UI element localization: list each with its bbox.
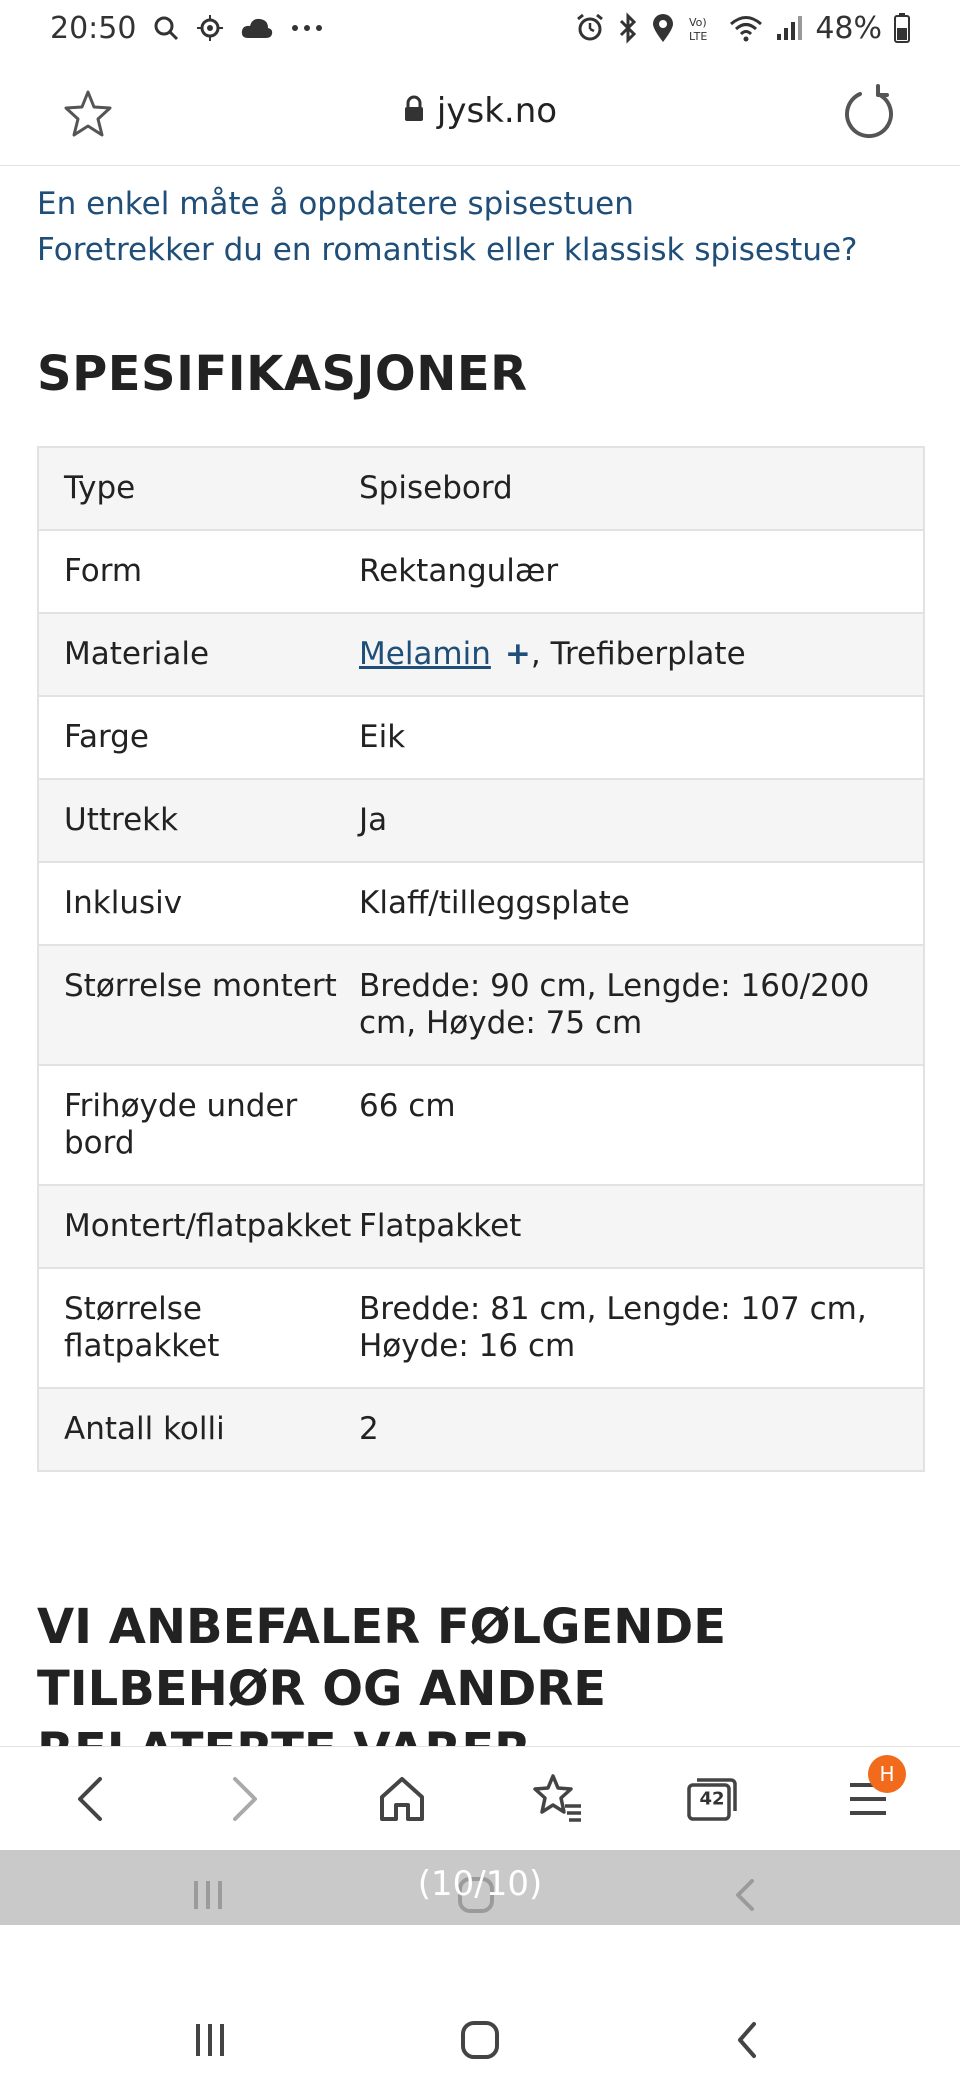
- spec-value: Bredde: 81 cm, Lengde: 107 cm, Høyde: 16 cm: [359, 1291, 867, 1364]
- battery-icon: [894, 13, 910, 43]
- specifications-table: [37, 446, 925, 1472]
- forward-icon[interactable]: [215, 1769, 275, 1829]
- image-counter: (10/10): [417, 1864, 543, 1904]
- spec-label: Størrelse flatpakket: [64, 1291, 220, 1364]
- recent-apps-icon[interactable]: [180, 2015, 240, 2065]
- spec-label: Type: [64, 470, 136, 506]
- menu-icon[interactable]: [838, 1762, 898, 1829]
- melamin-link[interactable]: Melamin: [359, 636, 491, 672]
- spec-value: Ja: [359, 802, 388, 838]
- svg-text:Vo): Vo): [689, 16, 708, 29]
- spec-row-packages: [39, 1389, 923, 1470]
- spec-label: Antall kolli: [64, 1411, 225, 1447]
- signal-icon: [775, 14, 803, 42]
- spec-label: Materiale: [64, 636, 210, 672]
- spec-label: Uttrekk: [64, 802, 179, 838]
- page-content: [0, 166, 960, 1746]
- spec-label: Frihøyde under bord: [64, 1088, 298, 1161]
- wifi-icon: [729, 14, 763, 42]
- spec-value: Spisebord: [359, 470, 513, 506]
- spec-row-assembled-size: [39, 946, 923, 1066]
- recommendations-heading: VI ANBEFALER FØLGENDE TILBEHØR OG ANDRE: [37, 1599, 727, 1717]
- image-viewer-overlay: [0, 1850, 960, 1925]
- spec-label: Montert/flatpakket: [64, 1208, 352, 1244]
- browser-url-bar: [0, 56, 960, 166]
- spec-label: Farge: [64, 719, 149, 755]
- menu-badge: H: [868, 1755, 906, 1793]
- spec-value: Eik: [359, 719, 406, 755]
- spec-row-material: [39, 614, 923, 697]
- status-time: 20:50: [50, 10, 137, 46]
- more-notifications-icon: [290, 23, 324, 33]
- spec-value-rest: , Trefiberplate: [530, 636, 746, 672]
- spec-value: 66 cm: [359, 1088, 456, 1124]
- spec-value: Flatpakket: [359, 1208, 522, 1244]
- cloud-icon: [240, 16, 274, 40]
- status-bar: [0, 0, 960, 56]
- spec-row-form: [39, 531, 923, 614]
- expand-plus-icon[interactable]: +: [504, 636, 531, 672]
- spec-row-flatpacked-size: [39, 1269, 923, 1389]
- spec-row-included: [39, 863, 923, 946]
- battery-percent: 48%: [815, 10, 882, 46]
- spec-value: 2: [359, 1411, 379, 1447]
- back-icon[interactable]: [60, 1769, 120, 1829]
- bookmarks-icon[interactable]: [528, 1769, 588, 1829]
- volte-icon: [687, 13, 717, 43]
- system-back-icon[interactable]: [718, 2015, 778, 2065]
- spec-row-clearance: [39, 1066, 923, 1186]
- home-button-icon[interactable]: [450, 2015, 510, 2065]
- spec-row-type: [39, 448, 923, 531]
- spec-label: Form: [64, 553, 143, 589]
- alarm-icon: [575, 13, 605, 43]
- url-text[interactable]: jysk.no: [436, 90, 558, 131]
- lock-icon: [403, 95, 425, 127]
- location-target-icon: [196, 14, 224, 42]
- bookmark-star-icon[interactable]: [62, 88, 114, 140]
- spec-label: Størrelse montert: [64, 968, 337, 1004]
- spec-row-extension: [39, 780, 923, 863]
- related-article-link-2[interactable]: Foretrekker du en romantisk eller klassisk spisestue?: [37, 232, 858, 268]
- spec-label: Inklusiv: [64, 885, 183, 921]
- reload-icon[interactable]: [840, 84, 898, 142]
- spec-row-flatpacked: [39, 1186, 923, 1269]
- related-article-link-1[interactable]: En enkel måte å oppdatere spisestuen: [37, 186, 634, 222]
- search-icon: [152, 14, 180, 42]
- spec-row-color: [39, 697, 923, 780]
- tabs-icon[interactable]: [682, 1769, 742, 1829]
- tab-count: 42: [699, 1788, 725, 1810]
- svg-text:LTE: LTE: [689, 30, 708, 43]
- specifications-heading: SPESIFIKASJONER: [37, 346, 528, 402]
- browser-toolbar: [0, 1746, 960, 1850]
- spec-value: Rektangulær: [359, 553, 559, 589]
- spec-value: Bredde: 90 cm, Lengde: 160/200 cm, Høyde: 75 cm: [359, 968, 870, 1041]
- spec-value-material: [359, 614, 923, 695]
- home-icon[interactable]: [372, 1769, 432, 1829]
- spec-value: Klaff/tilleggsplate: [359, 885, 630, 921]
- bluetooth-icon: [617, 13, 639, 43]
- location-icon: [651, 13, 675, 43]
- system-navigation-bar: [0, 1925, 960, 2080]
